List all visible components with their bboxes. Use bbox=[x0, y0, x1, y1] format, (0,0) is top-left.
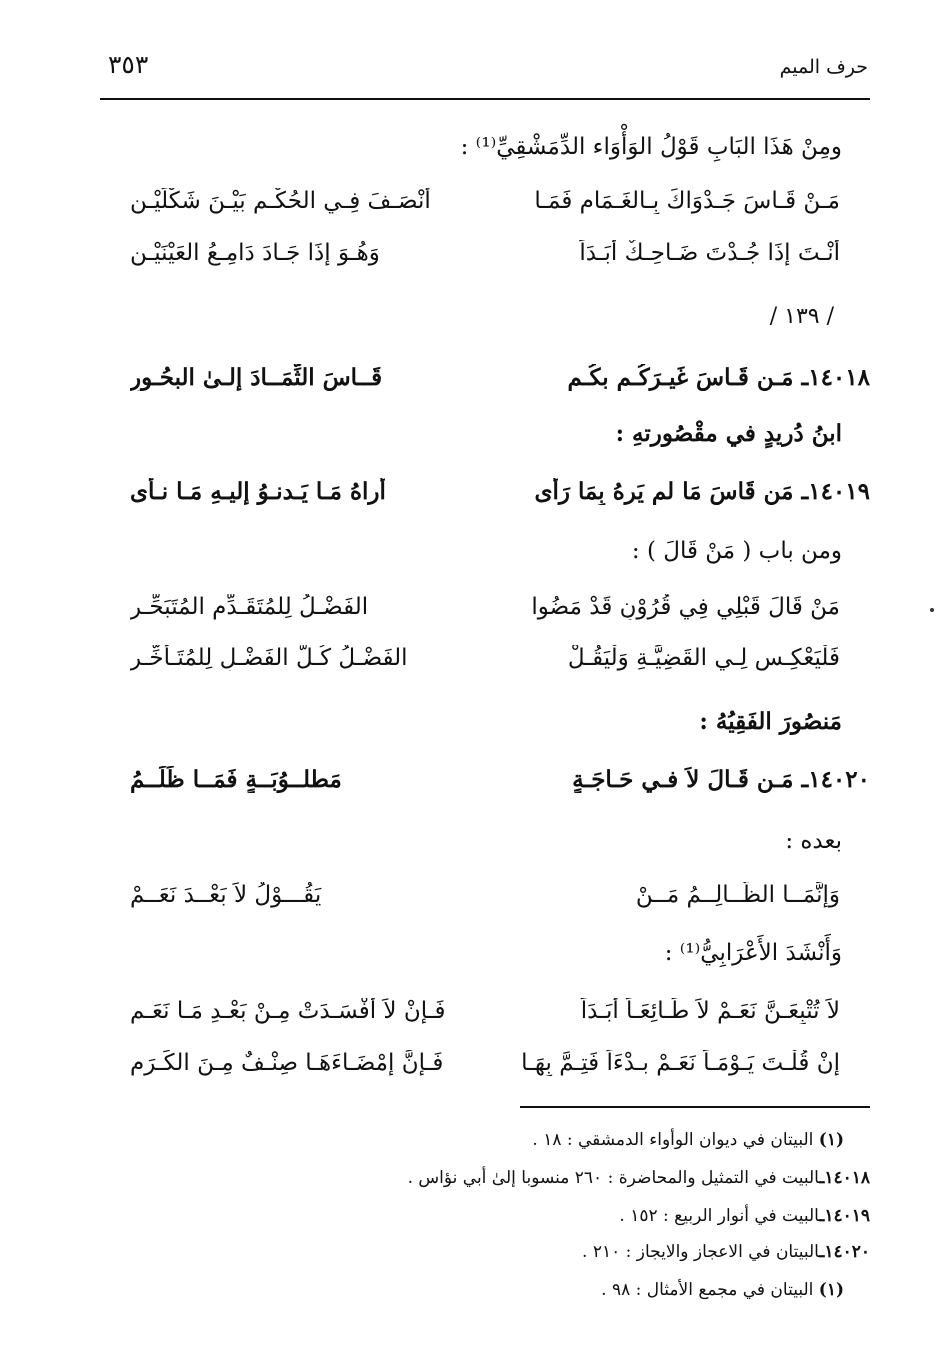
numbered-verse-14020 bbox=[125, 766, 870, 810]
footnote-number: ١٤٠١٨ـ bbox=[819, 1168, 870, 1188]
verse-first-hemistich: فَلْيَعْكِـسِ لِـي القَضِيَّـةِ وَلْيَقُـلْ bbox=[567, 645, 840, 671]
verse-first-hemistich bbox=[510, 766, 870, 793]
verse-number: ١٤٠١٨ـ bbox=[801, 364, 870, 391]
verse-second-hemistich: فَـإِنَّ إِمْضَـاءَهَـا صِنْـفٌ مِـنَ الكَـرَمِ bbox=[130, 1050, 444, 1076]
verse-second-hemistich: الفَضْـلُ كُـلُّ الفَضْـلِ لِلمُتَـأَخِّـرِ bbox=[130, 645, 408, 671]
verse-line bbox=[125, 240, 870, 284]
verse-second-hemistich: أَراهُ مَـا يَـدنـوُ إِليـهِ مَـا نـأَى bbox=[130, 478, 386, 505]
verse-first-hemistich bbox=[510, 364, 870, 391]
verse-second-hemistich: مَطلــوُبَــةٍ فَمَــا ظَلَــمُ bbox=[130, 766, 342, 793]
verse-line bbox=[125, 882, 870, 926]
verse-second-hemistich: الفَضْـلُ لِلمُتَقَـدِّمِ المُتَبَحِّـرِ bbox=[130, 594, 369, 620]
verse-second-hemistich: فَـإِنْ لاَ أَفْسَـدَتْ مِـنْ بَعْـدِ مَـا نَعَـمِ bbox=[130, 998, 446, 1024]
intro-line-wawa: ومِنْ هَذَا البَابِ قَوْلُ الوَأْوَاء الدِّمَشْقِيِّ⁽¹⁾ : bbox=[460, 134, 842, 160]
verse-line bbox=[125, 645, 870, 689]
footnote-text: البيت في التمثيل والمحاضرة : ٢٦٠ منسوبا إلىٰ أبي نؤاس . bbox=[407, 1168, 820, 1188]
verse-first-hemistich-text: مَـن قَـالَ لاَ فـي حَـاجَـةٍ bbox=[572, 766, 794, 793]
intro-line-baadahu: بعده : bbox=[785, 828, 842, 854]
scan-speck bbox=[930, 608, 934, 612]
manuscript-reference: / ١٣٩ / bbox=[769, 304, 834, 329]
footnote bbox=[532, 1130, 844, 1150]
footnote-number: ١٤٠١٩ـ bbox=[819, 1206, 870, 1226]
footnote bbox=[619, 1206, 870, 1226]
verse-first-hemistich: إِنْ قُلْـتَ يَـوْمَـاً نَعَـمْ بـدْءَاً فَتِـمَّ بِهَـا bbox=[521, 1050, 840, 1076]
verse-first-hemistich: مَـنْ قَـاسَ جَـدْوَاكَ بِـالغَـمَامِ فَمَـا bbox=[534, 188, 840, 214]
footnote-text: البيتان في الاعجاز والايجاز : ٢١٠ . bbox=[582, 1242, 820, 1262]
header-rule bbox=[100, 98, 870, 100]
footnote-rule bbox=[520, 1106, 870, 1108]
footnote-number: (١) bbox=[818, 1280, 844, 1300]
verse-line bbox=[125, 188, 870, 232]
footnote-number: ١٤٠٢٠ـ bbox=[819, 1242, 870, 1262]
intro-line-man-qala: ومن باب ( مَنْ قَالَ ) : bbox=[631, 538, 842, 564]
footnote bbox=[582, 1242, 870, 1262]
verse-first-hemistich: أَنْـتَ إِذَا جُـدْتَ ضَـاحِـكٌ أَبَـدَاً bbox=[579, 240, 840, 266]
verse-first-hemistich-text: مَن قَاسَ مَا لم يَرهُ بِمَا رَأَى bbox=[534, 478, 794, 505]
verse-second-hemistich: يَقُـــوْلُ لاَ بَعْــدَ نَعَــمْ bbox=[130, 882, 322, 908]
verse-number: ١٤٠٢٠ـ bbox=[801, 766, 870, 793]
verse-second-hemistich: أَنْصَـفَ فِـي الحُكْـمِ بَيْـنَ شَكْلَيْـنِ bbox=[130, 188, 431, 214]
verse-number: ١٤٠١٩ـ bbox=[801, 478, 870, 505]
footnote-text: البيتان في ديوان الوأواء الدمشقي : ١٨ . bbox=[532, 1130, 814, 1150]
numbered-verse-14018 bbox=[125, 364, 870, 408]
footnote bbox=[601, 1280, 844, 1300]
running-header-title: حرف الميم bbox=[779, 56, 868, 78]
verse-first-hemistich: وَإِنَّمَــا الظَّــالِــمُ مَــنْ bbox=[635, 882, 840, 908]
verse-first-hemistich-text: مَـن قَـاسَ غَيـرَكُـم بكُـم bbox=[567, 364, 794, 391]
verse-line bbox=[125, 998, 870, 1042]
footnote-text: البيتان في مجمع الأمثال : ٩٨ . bbox=[601, 1280, 814, 1300]
verse-first-hemistich: لاَ تُتْبِعَـنَّ نَعَـمْ لاَ طَـائِعَـاً أَبَـدَاً bbox=[580, 998, 840, 1024]
verse-second-hemistich: وَهُـوَ إِذَا جَـادَ دَامِـعُ العَيْنَيْـنِ bbox=[130, 240, 380, 266]
verse-line bbox=[125, 594, 870, 638]
verse-first-hemistich: مَنْ قَالَ قَبْلِي فِي قُرُوْنٍ قَدْ مَضُوا bbox=[531, 594, 840, 620]
verse-first-hemistich bbox=[510, 478, 870, 505]
intro-line-mansur: مَنصُورَ الفَقِيُهُ : bbox=[699, 708, 842, 735]
verse-second-hemistich: قَــاسَ الثِّمَــادَ إِلـىٰ البحُـورِ bbox=[130, 364, 383, 391]
footnote bbox=[408, 1168, 870, 1188]
footnote-text: البيت في أنوار الربيع : ١٥٢ . bbox=[619, 1206, 820, 1226]
numbered-verse-14019 bbox=[125, 478, 870, 522]
intro-line-arabi: وَأَنْشَدَ الأَعْرَابِيُّ⁽¹⁾ : bbox=[664, 940, 842, 966]
intro-line-ibn-durayd: ابنُ دُريدٍ في مقْصُورتهِ : bbox=[615, 420, 842, 447]
verse-line bbox=[125, 1050, 870, 1094]
footnote-number: (١) bbox=[818, 1130, 844, 1150]
page-number: ٣٥٣ bbox=[108, 50, 149, 79]
